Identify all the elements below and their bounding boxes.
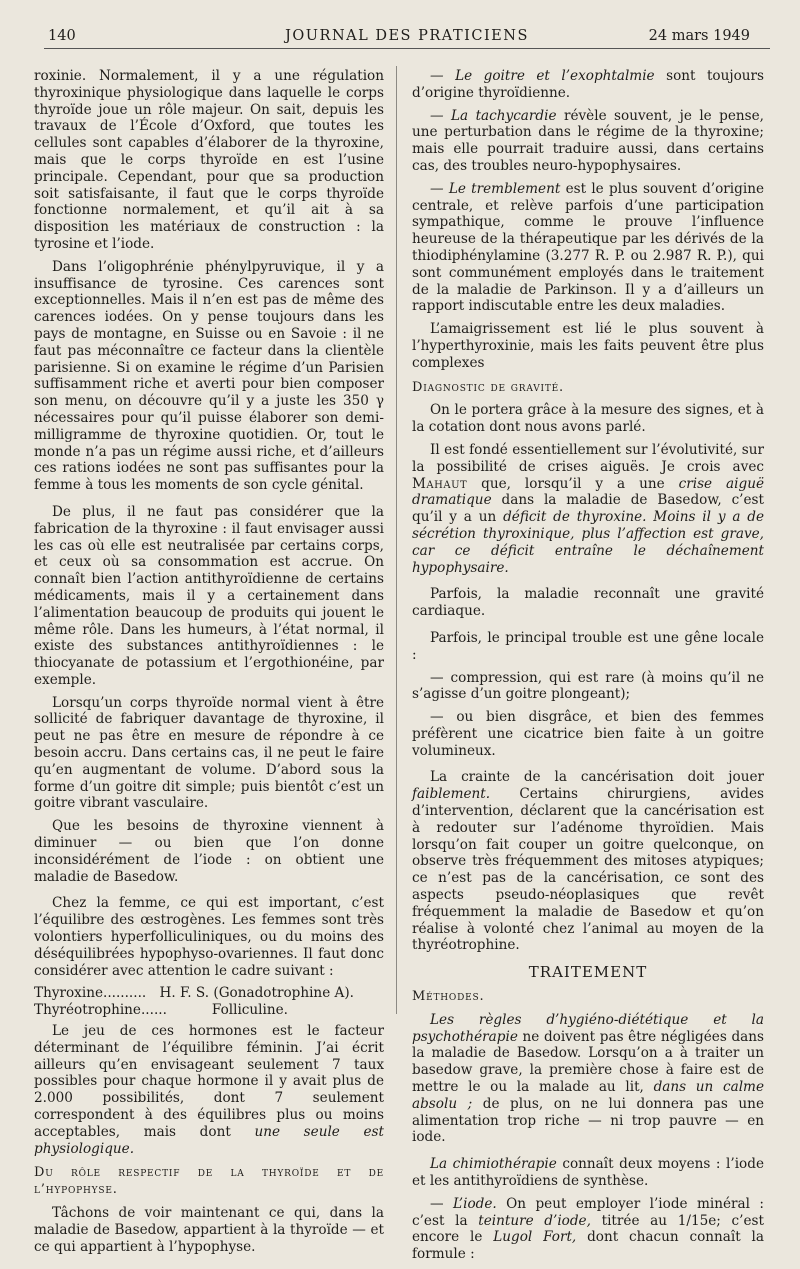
paragraph: — compression, qui est rare (à moins qu’il ne s’agisse d’un goitre plongeant); bbox=[412, 669, 764, 703]
running-header bbox=[44, 24, 770, 49]
paragraph: Parfois, le principal trouble est une gêne locale : bbox=[412, 629, 764, 663]
hormone-row bbox=[34, 985, 384, 1002]
paragraph: — Le goitre et l’exophtalmie sont toujours d’origine thyroïdienne. bbox=[412, 68, 764, 101]
section-heading: Du rôle respectif de la thyroïde et de l’hypophyse. bbox=[34, 1165, 384, 1198]
right-column bbox=[412, 68, 764, 1269]
paragraph: — Le tremblement est le plus souvent d’origine centrale, et relève parfois d’une participation sympathique, comme le prouve l’influence heureuse de la thérapeutique par les dérivés de la thiodiphénylamine (3.277 R. P. ou 2.987 R. P.), qui sont communément employés dans le traitement de la maladie de Parkinson. Il y a d’ailleurs un rapport indiscutable entre les deux maladies. bbox=[412, 180, 765, 315]
paragraph: Les règles d’hygiéno-diététique et la psychothérapie ne doivent pas être négligées dans la maladie de Basedow. Lorsqu’on a à traiter un basedow grave, la première chose à faire est de mettre le ou la malade au lit, dans un calme absolu ; de plus, on ne lui donnera pas une alimentation trop riche — ni trop pauvre — en iode. bbox=[412, 1011, 764, 1146]
paragraph: Dans l’oligophrénie phénylpyruvique, il y a insuffisance de tyrosine. Ces carences sont exceptionnelles. Mais il n’en est pas de même des carences iodées. On y pense toujours dans les pays de montagne, en Suisse ou en Savoie : il ne faut pas méconnaître ce facteur dans la clientèle parisienne. Si on examine le régime d’un Parisien suffisamment riche et averti pour bien composer son menu, on découvre qu’il y a juste les 350 γ nécessaires pour qu’il puisse élaborer son demi-milligramme de thyroxine quotidien. Or, tout le monde n’a pas un régime aussi riche, et d’ailleurs ces rations iodées ne sont pas suffisantes pour la femme à tous les moments de son cycle génital. bbox=[34, 258, 384, 494]
paragraph: La chimiothérapie connaît deux moyens : l’iode et les antithyroïdiens de synthèse. bbox=[412, 1156, 764, 1190]
paragraph: Chez la femme, ce qui est important, c’est l’équilibre des œstrogènes. Les femmes sont très volontiers hyperfolliculiniques, ou du moins des déséquilibrées hypophyso-ovariennes. Il faut donc considérer avec attention le cadre suivant : bbox=[34, 895, 384, 979]
paragraph: — La tachycardie révèle souvent, je le pense, une perturbation dans le régime de la thyroxine; mais elle pourrait traduire aussi, dans certains cas, des troubles neuro-hypophysaires. bbox=[412, 107, 764, 174]
paragraph: De plus, il ne faut pas considérer que la fabrication de la thyroxine : il faut envisager aussi les cas où elle est neutralisée par certains corps, et ceux où sa consommation est accrue. On connaît bien l’action antithyroïdienne de certains médicaments, mais il y a certainement dans l’alimentation beaucoup de produits qui jouent le même rôle. Dans les humeurs, à l’état normal, il existe des substances antithyroïdiennes : le thiocyanate de potassium et l’ergothionéine, par exemple. bbox=[34, 503, 384, 688]
issue-date: 24 mars 1949 bbox=[648, 28, 750, 44]
hormone-left: Thyroxine.......... bbox=[34, 985, 147, 1002]
paragraph: Que les besoins de thyroxine viennent à diminuer — ou bien que l’on donne inconsidérément de l’iode : on obtient une maladie de Basedow. bbox=[34, 818, 384, 885]
paragraph: Le jeu de ces hormones est le facteur déterminant de l’équilibre féminin. J’ai écrit ailleurs qu’en envisageant seulement 7 taux possibles pour chaque hormone il y avait plus de 2.000 possibilités, dont 7 seulement correspondent à des équilibres plus ou moins acceptables, mais dont une seule est physiologique. bbox=[34, 1023, 384, 1157]
paragraph: La crainte de la cancérisation doit jouer faiblement. Certains chirurgiens, avides d’intervention, déclarent que la cancérisation est à redouter sur l’adénome thyroïdien. Mais lorsqu’on fait couper un goitre quelconque, on observe très fréquemment des mitoses atypiques; ce n’est pas de la cancérisation, ce sont des aspects pseudo-néoplasiques que revêt fréquemment la maladie de Basedow et qu’on réalise à volonté chez l’animal au moyen de la thyréotrophine. bbox=[412, 769, 764, 954]
paragraph: L’amaigrissement est lié le plus souvent à l’hyperthyroxinie, mais les faits peuvent être plus complexes bbox=[412, 321, 764, 371]
author-name: Mahaut bbox=[412, 475, 468, 492]
paragraph: Parfois, la maladie reconnaît une gravité cardiaque. bbox=[412, 586, 764, 620]
page-number: 140 bbox=[48, 28, 76, 44]
paragraph: On le portera grâce à la mesure des signes, et à la cotation dont nous avons parlé. bbox=[412, 402, 764, 436]
hormone-row bbox=[34, 1002, 384, 1019]
paragraph: Tâchons de voir maintenant ce qui, dans la maladie de Basedow, appartient à la thyroïde — et ce qui appartient à l’hypophyse. bbox=[34, 1205, 384, 1255]
left-column bbox=[34, 68, 384, 1261]
hormone-left: Thyréotrophine...... bbox=[34, 1002, 167, 1019]
section-heading: Diagnostic de gravité. bbox=[412, 379, 564, 395]
hormone-right: H. F. S. (Gonadotrophine A). bbox=[159, 985, 354, 1002]
journal-title: JOURNAL DES PRATICIENS bbox=[285, 28, 529, 44]
hormone-right: Folliculine. bbox=[211, 1002, 288, 1019]
section-heading: Méthodes. bbox=[412, 989, 485, 1005]
column-divider bbox=[396, 66, 397, 1014]
paragraph: — L’iode. On peut employer l’iode minéral : c’est la teinture d’iode, titrée au 1/15e; c’est encore le Lugol Fort, dont chacun connaît la formule : bbox=[412, 1195, 764, 1263]
paragraph: Lorsqu’un corps thyroïde normal vient à être sollicité de fabriquer davantage de thyroxine, il peut ne pas être en mesure de répondre à ce besoin accru. Dans certains cas, il ne peut le faire qu’en augmentant de volume. D’abord sous la forme d’un goitre dit simple; puis bientôt c’est un goitre vibrant vasculaire. bbox=[34, 694, 384, 812]
section-title: TRAITEMENT bbox=[528, 963, 648, 982]
paragraph: — ou bien disgrâce, et bien des femmes préfèrent une cicatrice bien faite à un goitre volumineux. bbox=[412, 709, 764, 759]
paragraph: roxinie. Normalement, il y a une régulation thyroxinique physiologique dans laquelle le corps thyroïde joue un rôle majeur. On sait, depuis les travaux de l’École d’Oxford, que toutes les cellules sont capables d’élaborer de la thyroxine, mais que le corps thyroïde en est l’usine principale. Cependant, pour que sa production soit satisfaisante, il faut que le corps thyroïde fonctionne normalement, et qu’il ait à sa disposition les matériaux de construction : la tyrosine et l’iode. bbox=[34, 68, 384, 252]
paragraph: Il est fondé essentiellement sur l’évolutivité, sur la possibilité de crises aiguës. Je crois avec Mahaut que, lorsqu’il y a une crise aiguë dramatique dans la maladie de Basedow, c’est qu’il y a un déficit de thyroxine. Moins il y a de sécrétion thyroxinique, plus l’affection est grave, car ce déficit entraîne le déchaînement hypophysaire. bbox=[412, 441, 765, 576]
